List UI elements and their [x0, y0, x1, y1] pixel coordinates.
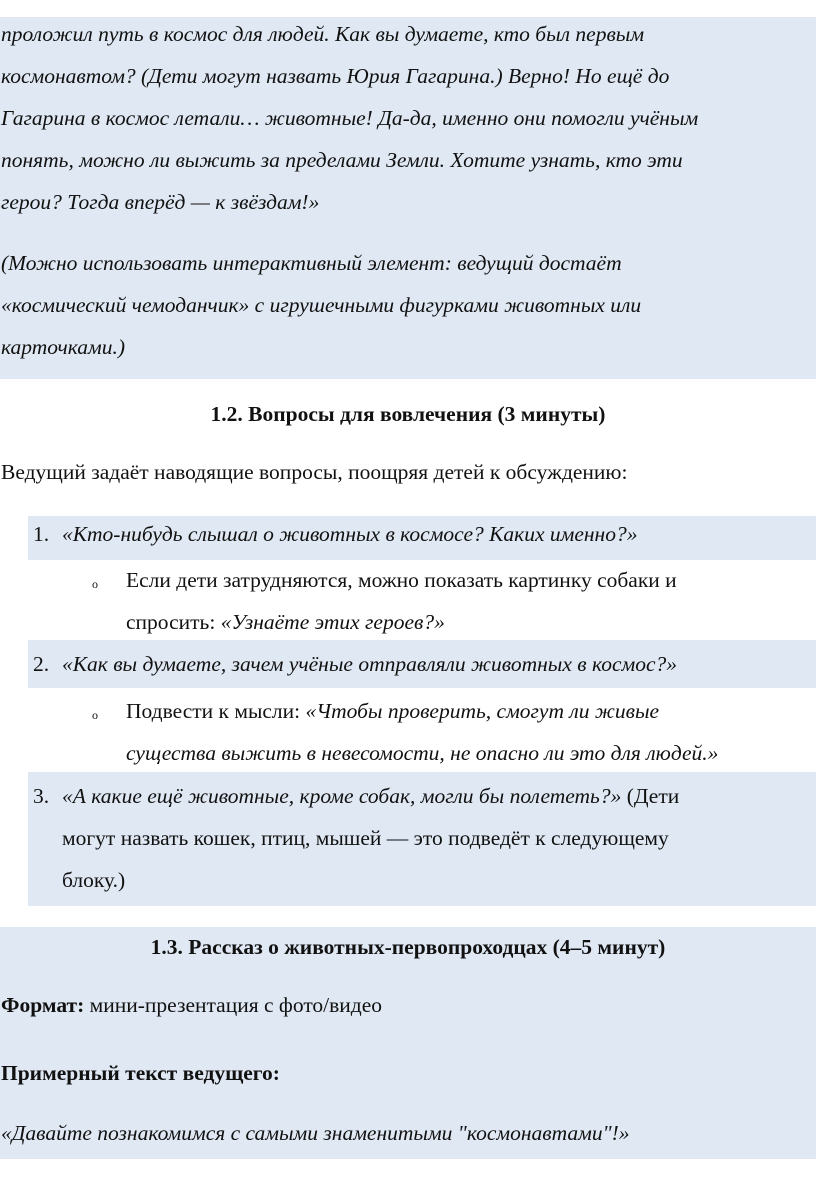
- list-item-question-line: [62, 786, 679, 808]
- section-1-2-heading: 1.2. Вопросы для вовлечения (3 минуты): [210, 402, 606, 426]
- list-item-question: «Как вы думаете, зачем учёные отправляли животных в космос?»: [62, 652, 678, 676]
- section-1-3-heading: 1.3. Рассказ о животных-первопроходцах (4–5 минут): [150, 935, 666, 959]
- format-label: Формат:: [1, 993, 85, 1017]
- list-item-question: «А какие ещё животные, кроме собак, могли бы полететь?»: [62, 784, 622, 808]
- sub-item-text: спросить:: [126, 610, 221, 634]
- intro-line: герои? Тогда вперёд — к звёздам!»: [1, 190, 320, 214]
- list-item-cont-line: блоку.): [62, 868, 126, 892]
- list-item-number: 1.: [33, 522, 50, 546]
- sub-item-quote: «Чтобы проверить, смогут ли живые: [305, 699, 660, 723]
- intro-line: проложил путь в космос для людей. Как вы думаете, кто был первым: [1, 22, 645, 46]
- intro-note-line: (Можно использовать интерактивный элемент: ведущий достаёт: [1, 251, 622, 275]
- section-1-2-lead: Ведущий задаёт наводящие вопросы, поощряя детей к обсуждению:: [1, 460, 628, 484]
- host-quote: «Давайте познакомимся с самыми знаменитыми "космонавтами"!»: [1, 1121, 630, 1145]
- sub-item-quote: «Узнаёте этих героев?»: [220, 610, 445, 634]
- sub-item-line: [126, 612, 445, 634]
- format-value: мини-презентация с фото/видео: [84, 993, 383, 1017]
- list-item-text: (Дети: [621, 784, 680, 808]
- sub-item-line: Если дети затрудняются, можно показать картинку собаки и: [126, 568, 677, 592]
- intro-line: космонавтом? (Дети могут назвать Юрия Гагарина.) Верно! Но ещё до: [1, 64, 670, 88]
- list-item-cont-line: могут назвать кошек, птиц, мышей — это подведёт к следующему: [62, 826, 669, 850]
- list-item-number: 3.: [33, 784, 50, 808]
- intro-note-line: карточками.): [1, 335, 125, 359]
- list-item-number: 2.: [33, 652, 50, 676]
- format-line: [1, 995, 382, 1017]
- list-item-question: «Кто-нибудь слышал о животных в космосе? Каких именно?»: [62, 522, 638, 546]
- sub-item-line: [126, 701, 659, 723]
- sub-bullet-icon: o: [92, 577, 98, 591]
- intro-line: понять, можно ли выжить за пределами Земли. Хотите узнать, кто эти: [1, 148, 683, 172]
- sub-bullet-icon: o: [92, 708, 98, 722]
- sub-item-line: существа выжить в невесомости, не опасно ли это для людей.»: [126, 741, 719, 765]
- intro-line: Гагарина в космос летали… животные! Да-да, именно они помогли учёным: [1, 106, 699, 130]
- sample-text-label: Примерный текст ведущего:: [1, 1061, 280, 1085]
- sub-item-text: Подвести к мысли:: [126, 699, 306, 723]
- intro-note-line: «космический чемоданчик» с игрушечными фигурками животных или: [1, 293, 642, 317]
